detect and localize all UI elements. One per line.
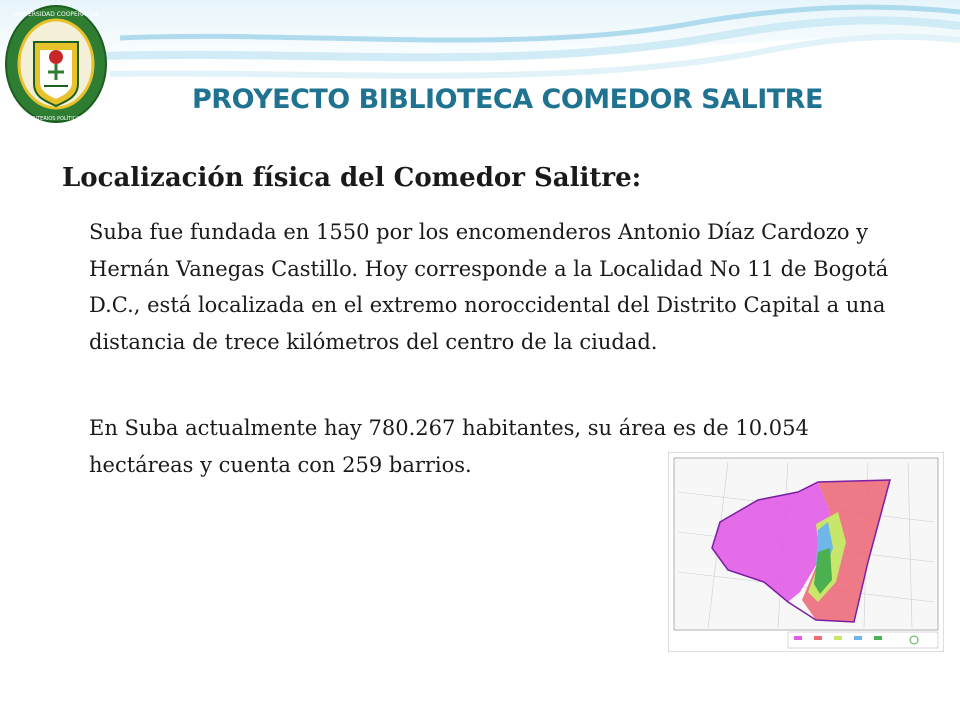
university-seal-logo xyxy=(4,2,108,128)
section-heading: Localización física del Comedor Salitre: xyxy=(62,163,642,193)
suba-locality-map xyxy=(668,452,944,652)
svg-text:CRITERIOS POLÍTICOS: CRITERIOS POLÍTICOS xyxy=(28,116,84,122)
slide-title: PROYECTO BIBLIOTECA COMEDOR SALITRE xyxy=(192,84,823,115)
paragraph-history: Suba fue fundada en 1550 por los encomenderos Antonio Díaz Cardozo y Hernán Vanegas Castillo. Hoy corresponde a la Localidad No 11 de Bogotá D.C., está localizada en el extremo noroccidental del Distrito Capital a una distancia de trece kilómetros del centro de la ciudad. xyxy=(89,220,889,354)
paragraph-statistics: En Suba actualmente hay 780.267 habitantes, su área es de 10.054 hectáreas y cuenta con 259 barrios. xyxy=(89,416,809,477)
header-wave-band xyxy=(0,0,960,140)
svg-text:UNIVERSIDAD COOPERATIVA: UNIVERSIDAD COOPERATIVA xyxy=(13,11,99,18)
